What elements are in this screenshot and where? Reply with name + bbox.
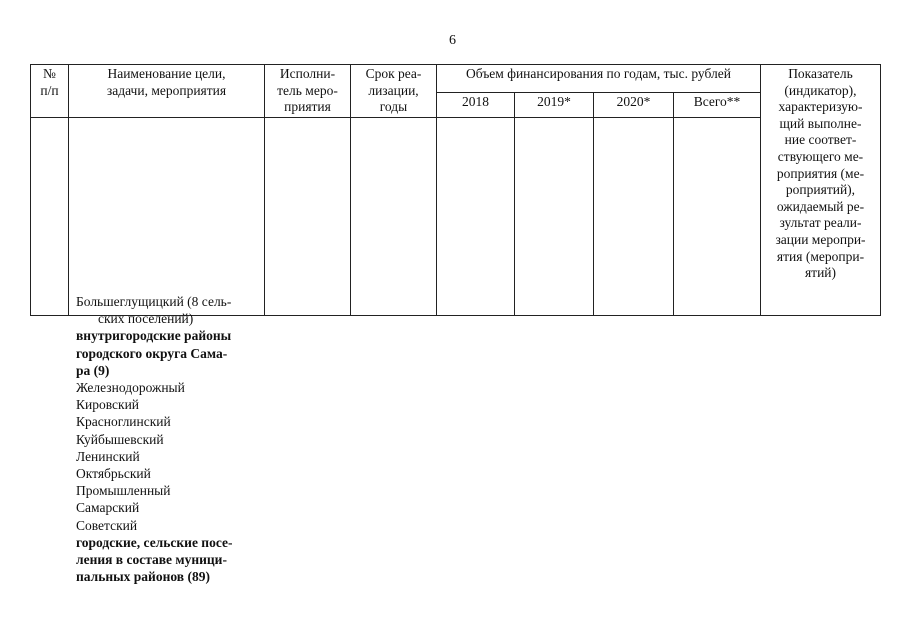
list-item: Железнодорожный (76, 380, 185, 396)
table-cell (351, 117, 437, 315)
list-item: ских поселений) (98, 311, 194, 327)
header-executor: Исполни- тель меро- приятия (265, 65, 351, 118)
header-year-2020: 2020* (594, 93, 674, 117)
header-total: Всего** (674, 93, 761, 117)
header-year-2018: 2018 (437, 93, 515, 117)
group-heading: городские, сельские посе- (76, 534, 233, 550)
table-cell (31, 117, 69, 315)
list-item: Советский (76, 517, 138, 533)
group-heading: внутригородские районы (76, 328, 232, 344)
list-item: Ленинский (76, 448, 140, 464)
table-cell (594, 117, 674, 315)
list-item: Куйбышевский (76, 431, 164, 447)
group-heading: ления в составе муници- (76, 552, 227, 568)
list-item: Красноглинский (76, 414, 171, 430)
header-num: № п/п (31, 65, 69, 118)
list-item: Кировский (76, 397, 140, 413)
list-item: Самарский (76, 500, 140, 516)
table-cell (437, 117, 515, 315)
group-heading: ра (9) (76, 362, 110, 378)
header-funding: Объем финансирования по годам, тыс. рублей (437, 65, 761, 93)
list-item: Промышленный (76, 483, 171, 499)
municipality-list (76, 293, 266, 585)
header-period: Срок реа- лизации, годы (351, 65, 437, 118)
table-cell (674, 117, 761, 315)
group-heading: городского округа Сама- (76, 345, 228, 361)
page-number: 6 (449, 33, 456, 48)
table-cell (515, 117, 594, 315)
table-cell (265, 117, 351, 315)
header-year-2019: 2019* (515, 93, 594, 117)
header-indicator: Показатель (индикатор), характеризую- щий выполне- ние соответ- ствующего ме- роприятия (ме- роприятий), ожидаемый ре- зультат реали- зации меропри- ятия (меропри- ятий) (761, 65, 881, 316)
program-table (30, 64, 881, 316)
list-item: Октябрьский (76, 466, 151, 482)
table-cell (69, 117, 265, 315)
list-item: Большеглущицкий (8 сель- (76, 294, 232, 309)
table-row (31, 117, 881, 315)
header-name: Наименование цели, задачи, мероприятия (69, 65, 265, 118)
group-heading: пальных районов (89) (76, 569, 210, 585)
